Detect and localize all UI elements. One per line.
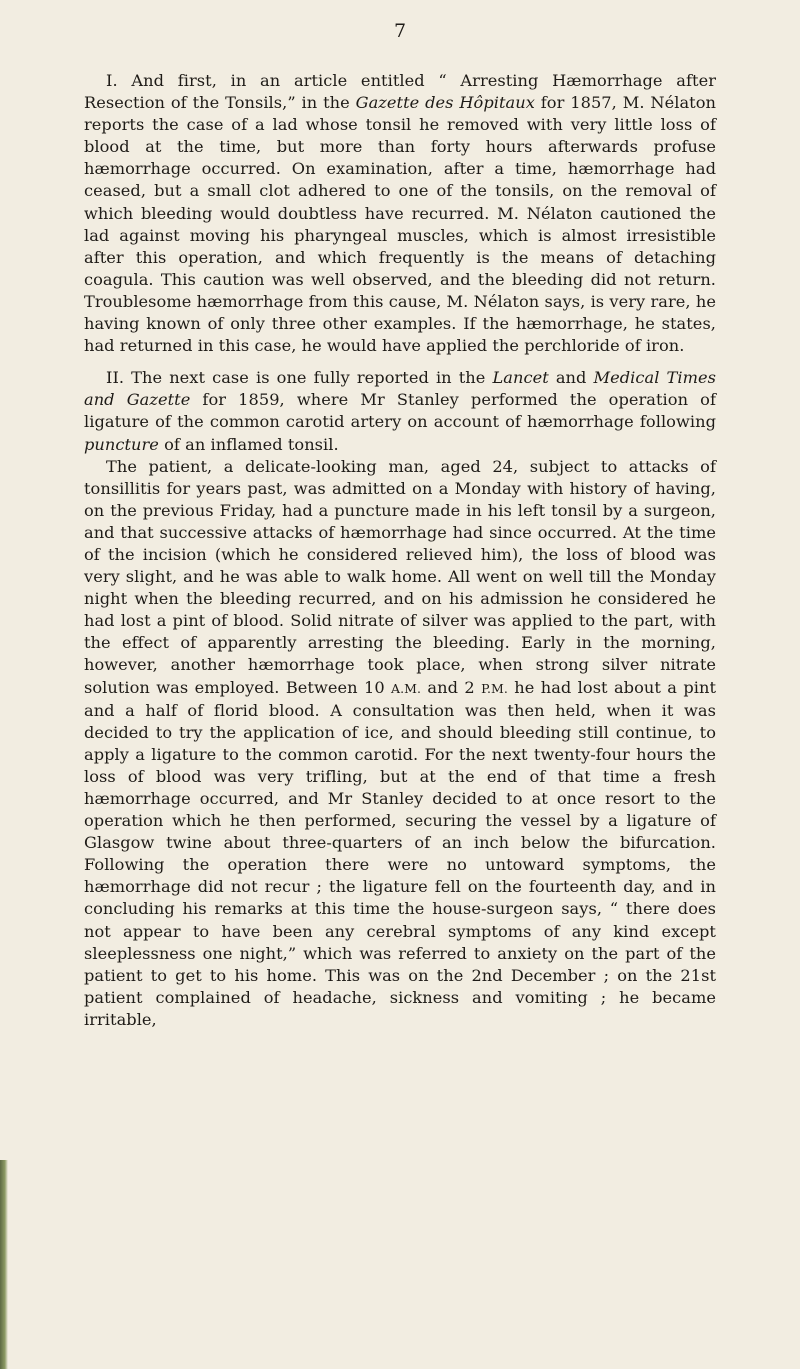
journal-title: Lancet (492, 368, 549, 388)
paragraph-case-one: I. And first, in an article entitled “ Arresting Hæmorrhage after Resection of the Tonsils,” in the Gazette des Hôpitaux for 1857, M. Nélaton reports the case of a lad whose tonsil he removed with very little loss of blood at the time, but more than forty hours afterwards profuse hæmorrhage occurred. On examination, after a time, hæmorrhage had ceased, but a small clot adhered to one of the tonsils, on the removal of which bleeding would doubtless have recurred. M. Nélaton cautioned the lad against moving his pharyngeal muscles, which is almost irresistible after this operation, and which frequently is the means of detaching coagula. This caution was well observed, and the bleeding did not return. Troublesome hæmorrhage from this cause, M. Nélaton says, is very rare, he having known of only three other examples. If the hæmorrhage, he states, had returned in this case, he would have applied the perchloride of iron. (84, 71, 717, 356)
journal-title: Medical Times and Gazette (84, 368, 716, 410)
page-number: 7 (393, 20, 407, 42)
paragraph-case-two: II. The next case is one fully reported in the Lancet and Medical Times and Gazette for 1859, where Mr Stanley performed the operation of ligature of the common carotid artery on account of hæmorrhage following puncture of an inflamed tonsil. (84, 368, 716, 454)
paragraph-case-two-detail: The patient, a delicate-looking man, aged 24, subject to attacks of tonsillitis for years past, was admitted on a Monday with history of having, on the previous Friday, had a puncture made in his left tonsil by a surgeon, and that successive attacks of hæmorrhage had since occurred. At the time of the incision (which he considered relieved him), the loss of blood was very slight, and he was able to walk home. All went on well till the Monday night when the bleeding recurred, and on his admission he considered he had lost a pint of blood. Solid nitrate of silver was applied to the part, with the effect of apparently arresting the bleeding. Early in the morning, however, another hæmorrhage took place, when strong silver nitrate solution was employed. Between 10 A.M. and 2 P.M. he had lost about a pint and a half of florid blood. A consultation was then held, when it was decided to try the application of ice, and should bleeding still continue, to apply a ligature to the common carotid. For the next twenty-four hours the loss of blood was very trifling, but at the end of that time a fresh hæmorrhage occurred, and Mr Stanley decided to at once resort to the operation which he then performed, securing the vessel by a ligature of Glasgow twine about three-quarters of an inch below the bifurcation. Following the operation there were no untoward symptoms, the hæmorrhage did not recur ; the ligature fell on the fourteenth day, and in concluding his remarks at this time the house-surgeon says, “ there does not appear to have been any cerebral symptoms of any kind except sleeplessness one night,” which was referred to anxiety on the part of the patient to get to his home. This was on the 2nd December ; on the 21st patient complained of headache, sickness and vomiting ; he became irritable, (84, 456, 716, 1029)
body-text (84, 70, 716, 1031)
time-pm: P.M. (481, 680, 508, 696)
emphasis: puncture (84, 434, 159, 454)
page-edge-decoration (0, 1160, 8, 1369)
time-am: A.M. (391, 680, 422, 696)
journal-title: Gazette des Hôpitaux (355, 93, 535, 113)
